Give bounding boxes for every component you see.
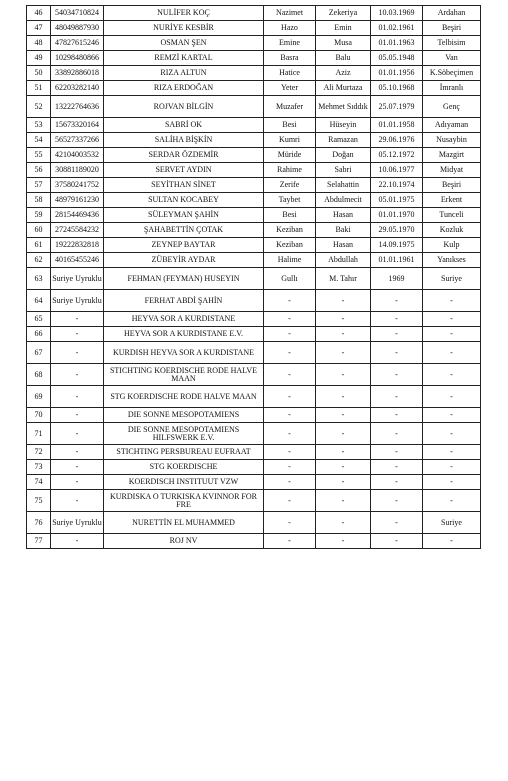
id-number-cell: -: [51, 342, 104, 364]
birth-place-cell: Adıyaman: [423, 118, 481, 133]
birth-place-cell: Van: [423, 51, 481, 66]
id-number-cell: -: [51, 327, 104, 342]
birth-date-cell: 01.01.1956: [371, 66, 423, 81]
id-number-cell: 42104003532: [51, 148, 104, 163]
birth-date-cell: 05.10.1968: [371, 81, 423, 96]
id-number-cell: 40165455246: [51, 253, 104, 268]
father-name-cell: Aziz: [316, 66, 371, 81]
birth-date-cell: 22.10.1974: [371, 178, 423, 193]
row-number: 63: [27, 268, 51, 290]
birth-date-cell: -: [371, 386, 423, 408]
table-row: [27, 66, 481, 81]
father-name-cell: -: [316, 364, 371, 386]
name-cell: KURDISH HEYVA SOR A KURDISTANE: [104, 342, 264, 364]
row-number: 59: [27, 208, 51, 223]
birth-place-cell: Suriye: [423, 512, 481, 534]
name-cell: ZÜBEYİR AYDAR: [104, 253, 264, 268]
table-row: [27, 193, 481, 208]
mother-name-cell: Besi: [264, 208, 316, 223]
table-row: [27, 327, 481, 342]
table-row: [27, 21, 481, 36]
id-number-cell: 28154469436: [51, 208, 104, 223]
row-number: 51: [27, 81, 51, 96]
id-number-cell: 10298480866: [51, 51, 104, 66]
mother-name-cell: -: [264, 364, 316, 386]
name-cell: OSMAN ŞEN: [104, 36, 264, 51]
name-cell: SULTAN KOCABEY: [104, 193, 264, 208]
row-number: 61: [27, 238, 51, 253]
name-cell: REMZİ KARTAL: [104, 51, 264, 66]
name-cell: STICHTING PERSBUREAU EUFRAAT: [104, 445, 264, 460]
id-number-cell: -: [51, 386, 104, 408]
name-cell: ROJVAN BİLGİN: [104, 96, 264, 118]
birth-place-cell: -: [423, 423, 481, 445]
mother-name-cell: -: [264, 327, 316, 342]
birth-date-cell: 10.06.1977: [371, 163, 423, 178]
father-name-cell: Mehmet Sıddık: [316, 96, 371, 118]
birth-place-cell: İmranlı: [423, 81, 481, 96]
name-cell: SEYİTHAN SİNET: [104, 178, 264, 193]
row-number: 64: [27, 290, 51, 312]
father-name-cell: Hasan: [316, 238, 371, 253]
table-row: [27, 423, 481, 445]
father-name-cell: -: [316, 490, 371, 512]
father-name-cell: Balu: [316, 51, 371, 66]
name-cell: NURİYE KESBİR: [104, 21, 264, 36]
birth-date-cell: -: [371, 512, 423, 534]
name-cell: KURDISKA O TURKISKA KVINNOR FOR FRE: [104, 490, 264, 512]
birth-place-cell: Beşiri: [423, 21, 481, 36]
mother-name-cell: -: [264, 445, 316, 460]
father-name-cell: -: [316, 512, 371, 534]
id-number-cell: 48049887930: [51, 21, 104, 36]
name-cell: SALİHA BİŞKİN: [104, 133, 264, 148]
id-number-cell: 56527337266: [51, 133, 104, 148]
birth-date-cell: 01.01.1961: [371, 253, 423, 268]
father-name-cell: Zekeriya: [316, 6, 371, 21]
mother-name-cell: -: [264, 386, 316, 408]
mother-name-cell: Basra: [264, 51, 316, 66]
name-cell: NULİFER KOÇ: [104, 6, 264, 21]
id-number-cell: -: [51, 312, 104, 327]
birth-date-cell: 01.01.1970: [371, 208, 423, 223]
id-number-cell: -: [51, 534, 104, 549]
row-number: 55: [27, 148, 51, 163]
father-name-cell: -: [316, 312, 371, 327]
name-cell: HEYVA SOR A KURDISTANE: [104, 312, 264, 327]
row-number: 52: [27, 96, 51, 118]
id-number-cell: 47827615246: [51, 36, 104, 51]
mother-name-cell: Emine: [264, 36, 316, 51]
birth-place-cell: K.Söbeçimen: [423, 66, 481, 81]
mother-name-cell: Taybet: [264, 193, 316, 208]
mother-name-cell: Kumri: [264, 133, 316, 148]
row-number: 49: [27, 51, 51, 66]
birth-date-cell: -: [371, 423, 423, 445]
id-number-cell: 15673320164: [51, 118, 104, 133]
birth-place-cell: -: [423, 445, 481, 460]
father-name-cell: M. Tahır: [316, 268, 371, 290]
father-name-cell: -: [316, 386, 371, 408]
birth-place-cell: Yanıkses: [423, 253, 481, 268]
row-number: 68: [27, 364, 51, 386]
father-name-cell: Ramazan: [316, 133, 371, 148]
table-row: [27, 208, 481, 223]
name-cell: RIZA ALTUN: [104, 66, 264, 81]
row-number: 47: [27, 21, 51, 36]
father-name-cell: Emin: [316, 21, 371, 36]
table-row: [27, 386, 481, 408]
birth-place-cell: Kozluk: [423, 223, 481, 238]
birth-place-cell: Tunceli: [423, 208, 481, 223]
id-number-cell: -: [51, 364, 104, 386]
table-row: [27, 490, 481, 512]
row-number: 50: [27, 66, 51, 81]
name-cell: NURETTİN EL MUHAMMED: [104, 512, 264, 534]
table-row: [27, 445, 481, 460]
father-name-cell: Baki: [316, 223, 371, 238]
row-number: 57: [27, 178, 51, 193]
id-number-cell: -: [51, 423, 104, 445]
id-number-cell: 30881189020: [51, 163, 104, 178]
father-name-cell: Selahattin: [316, 178, 371, 193]
name-cell: HEYVA SOR A KURDISTANE E.V.: [104, 327, 264, 342]
row-number: 73: [27, 460, 51, 475]
birth-date-cell: -: [371, 490, 423, 512]
mother-name-cell: Yeter: [264, 81, 316, 96]
table-row: [27, 163, 481, 178]
id-number-cell: 62203282140: [51, 81, 104, 96]
birth-place-cell: -: [423, 408, 481, 423]
name-cell: STICHTING KOERDISCHE RODE HALVE MAAN: [104, 364, 264, 386]
id-number-cell: -: [51, 490, 104, 512]
row-number: 74: [27, 475, 51, 490]
table-row: [27, 6, 481, 21]
table-row: [27, 253, 481, 268]
birth-place-cell: -: [423, 386, 481, 408]
birth-date-cell: 01.01.1958: [371, 118, 423, 133]
mother-name-cell: Rahime: [264, 163, 316, 178]
birth-place-cell: -: [423, 460, 481, 475]
birth-place-cell: -: [423, 490, 481, 512]
birth-place-cell: -: [423, 534, 481, 549]
father-name-cell: Hüseyin: [316, 118, 371, 133]
row-number: 58: [27, 193, 51, 208]
birth-place-cell: Ardahan: [423, 6, 481, 21]
father-name-cell: -: [316, 534, 371, 549]
row-number: 53: [27, 118, 51, 133]
id-number-cell: -: [51, 408, 104, 423]
birth-place-cell: Suriye: [423, 268, 481, 290]
name-cell: STG KOERDISCHE RODE HALVE MAAN: [104, 386, 264, 408]
birth-place-cell: Telbisim: [423, 36, 481, 51]
table-row: [27, 364, 481, 386]
birth-date-cell: -: [371, 312, 423, 327]
id-number-cell: 19222832818: [51, 238, 104, 253]
birth-place-cell: -: [423, 290, 481, 312]
birth-place-cell: Nusaybin: [423, 133, 481, 148]
name-cell: FEHMAN (FEYMAN) HUSEYIN: [104, 268, 264, 290]
name-cell: ZEYNEP BAYTAR: [104, 238, 264, 253]
table-row: [27, 118, 481, 133]
birth-place-cell: -: [423, 327, 481, 342]
mother-name-cell: -: [264, 290, 316, 312]
table-row: [27, 51, 481, 66]
table-row: [27, 133, 481, 148]
id-number-cell: 13222764636: [51, 96, 104, 118]
table-row: [27, 460, 481, 475]
person-list-table: [26, 5, 481, 549]
birth-place-cell: Midyat: [423, 163, 481, 178]
name-cell: DIE SONNE MESOPOTAMIENS: [104, 408, 264, 423]
table-row: [27, 290, 481, 312]
table-row: [27, 475, 481, 490]
table-row: [27, 408, 481, 423]
father-name-cell: -: [316, 342, 371, 364]
father-name-cell: Musa: [316, 36, 371, 51]
birth-place-cell: Beşiri: [423, 178, 481, 193]
father-name-cell: -: [316, 423, 371, 445]
birth-date-cell: -: [371, 290, 423, 312]
id-number-cell: 27245584232: [51, 223, 104, 238]
mother-name-cell: Besi: [264, 118, 316, 133]
name-cell: FERHAT ABDİ ŞAHİN: [104, 290, 264, 312]
row-number: 56: [27, 163, 51, 178]
table-body: [27, 6, 481, 549]
mother-name-cell: -: [264, 342, 316, 364]
table-row: [27, 148, 481, 163]
birth-date-cell: 29.06.1976: [371, 133, 423, 148]
name-cell: STG KOERDISCHE: [104, 460, 264, 475]
row-number: 75: [27, 490, 51, 512]
birth-place-cell: Kulp: [423, 238, 481, 253]
birth-date-cell: 05.05.1948: [371, 51, 423, 66]
row-number: 71: [27, 423, 51, 445]
father-name-cell: -: [316, 408, 371, 423]
table-row: [27, 312, 481, 327]
birth-date-cell: -: [371, 364, 423, 386]
mother-name-cell: Keziban: [264, 223, 316, 238]
birth-place-cell: Mazgirt: [423, 148, 481, 163]
table-row: [27, 81, 481, 96]
id-number-cell: 48979161230: [51, 193, 104, 208]
row-number: 76: [27, 512, 51, 534]
birth-place-cell: -: [423, 312, 481, 327]
row-number: 48: [27, 36, 51, 51]
id-number-cell: Suriye Uyruklu: [51, 268, 104, 290]
mother-name-cell: -: [264, 460, 316, 475]
name-cell: ROJ NV: [104, 534, 264, 549]
id-number-cell: Suriye Uyruklu: [51, 512, 104, 534]
name-cell: SERDAR ÖZDEMİR: [104, 148, 264, 163]
father-name-cell: Hasan: [316, 208, 371, 223]
table-row: [27, 96, 481, 118]
birth-date-cell: 10.03.1969: [371, 6, 423, 21]
id-number-cell: 33892886018: [51, 66, 104, 81]
table-row: [27, 512, 481, 534]
birth-date-cell: 29.05.1970: [371, 223, 423, 238]
table-row: [27, 342, 481, 364]
father-name-cell: Abdulmecit: [316, 193, 371, 208]
father-name-cell: -: [316, 460, 371, 475]
birth-place-cell: -: [423, 342, 481, 364]
father-name-cell: -: [316, 327, 371, 342]
mother-name-cell: -: [264, 512, 316, 534]
birth-place-cell: Genç: [423, 96, 481, 118]
birth-date-cell: -: [371, 445, 423, 460]
birth-place-cell: -: [423, 364, 481, 386]
birth-date-cell: 01.01.1963: [371, 36, 423, 51]
father-name-cell: Ali Murtaza: [316, 81, 371, 96]
row-number: 65: [27, 312, 51, 327]
name-cell: SÜLEYMAN ŞAHİN: [104, 208, 264, 223]
name-cell: SERVET AYDIN: [104, 163, 264, 178]
table-row: [27, 238, 481, 253]
name-cell: SABRİ OK: [104, 118, 264, 133]
mother-name-cell: -: [264, 423, 316, 445]
mother-name-cell: -: [264, 475, 316, 490]
row-number: 54: [27, 133, 51, 148]
row-number: 60: [27, 223, 51, 238]
row-number: 66: [27, 327, 51, 342]
birth-date-cell: -: [371, 534, 423, 549]
father-name-cell: Doğan: [316, 148, 371, 163]
birth-date-cell: 05.12.1972: [371, 148, 423, 163]
mother-name-cell: Muzafer: [264, 96, 316, 118]
birth-date-cell: 05.01.1975: [371, 193, 423, 208]
row-number: 67: [27, 342, 51, 364]
father-name-cell: Abdullah: [316, 253, 371, 268]
table-row: [27, 534, 481, 549]
birth-date-cell: 01.02.1961: [371, 21, 423, 36]
row-number: 62: [27, 253, 51, 268]
mother-name-cell: -: [264, 312, 316, 327]
father-name-cell: -: [316, 475, 371, 490]
id-number-cell: -: [51, 475, 104, 490]
name-cell: KOERDISCH INSTITUUT VZW: [104, 475, 264, 490]
mother-name-cell: -: [264, 490, 316, 512]
mother-name-cell: Hazo: [264, 21, 316, 36]
name-cell: DIE SONNE MESOPOTAMIENS HILFSWERK E.V.: [104, 423, 264, 445]
birth-place-cell: -: [423, 475, 481, 490]
id-number-cell: 37580241752: [51, 178, 104, 193]
table-row: [27, 178, 481, 193]
birth-date-cell: 25.07.1979: [371, 96, 423, 118]
birth-date-cell: -: [371, 408, 423, 423]
mother-name-cell: Keziban: [264, 238, 316, 253]
id-number-cell: 54034710824: [51, 6, 104, 21]
id-number-cell: -: [51, 460, 104, 475]
table-row: [27, 36, 481, 51]
mother-name-cell: -: [264, 534, 316, 549]
row-number: 72: [27, 445, 51, 460]
father-name-cell: -: [316, 445, 371, 460]
mother-name-cell: Gullı: [264, 268, 316, 290]
name-cell: ŞAHABETTİN ÇOTAK: [104, 223, 264, 238]
id-number-cell: -: [51, 445, 104, 460]
mother-name-cell: -: [264, 408, 316, 423]
mother-name-cell: Hatice: [264, 66, 316, 81]
row-number: 70: [27, 408, 51, 423]
row-number: 46: [27, 6, 51, 21]
father-name-cell: -: [316, 290, 371, 312]
birth-date-cell: -: [371, 327, 423, 342]
father-name-cell: Sabri: [316, 163, 371, 178]
name-cell: RIZA ERDOĞAN: [104, 81, 264, 96]
birth-date-cell: 1969: [371, 268, 423, 290]
row-number: 69: [27, 386, 51, 408]
birth-date-cell: -: [371, 475, 423, 490]
mother-name-cell: Nazimet: [264, 6, 316, 21]
birth-date-cell: -: [371, 460, 423, 475]
birth-date-cell: -: [371, 342, 423, 364]
table-row: [27, 268, 481, 290]
mother-name-cell: Müride: [264, 148, 316, 163]
birth-place-cell: Erkent: [423, 193, 481, 208]
row-number: 77: [27, 534, 51, 549]
mother-name-cell: Halime: [264, 253, 316, 268]
id-number-cell: Suriye Uyruklu: [51, 290, 104, 312]
table-row: [27, 223, 481, 238]
birth-date-cell: 14.09.1975: [371, 238, 423, 253]
mother-name-cell: Zerife: [264, 178, 316, 193]
